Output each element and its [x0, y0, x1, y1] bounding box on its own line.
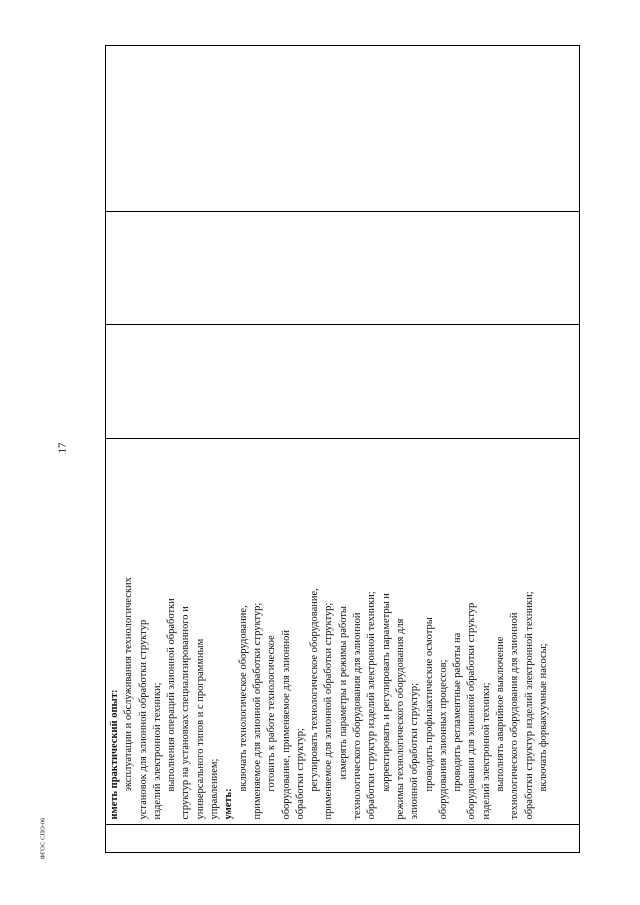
text-line: технологического оборудования для элионной [509, 612, 521, 820]
text-line: проводить профилактические осмотры [423, 617, 435, 792]
text-line: включать форвакуумные насосы; [537, 643, 549, 792]
text-line: эксплуатации и обслуживания технологических [123, 577, 135, 792]
text-line: корректировать и регулировать параметры и [380, 593, 392, 792]
text-line: управлением; [209, 758, 221, 820]
table-cell-competencies [106, 438, 580, 824]
text-line: режимы технологического оборудования для [394, 618, 406, 820]
text-line: обработки структур изделий электронной техники; [366, 591, 378, 820]
text-line: проводить регламентные работы на [452, 632, 464, 792]
table-cell-index [106, 824, 580, 852]
text-line: выполнять аварийное выключение [495, 636, 507, 792]
text-line: структур на установках специализированного и [180, 606, 192, 820]
text-line: включать технологическое оборудование, [237, 605, 249, 792]
section-heading: иметь практический опыт: [109, 689, 120, 820]
text-line: универсального типов и с программным [194, 638, 206, 820]
table-cell-empty-3 [106, 46, 580, 212]
competency-lines [108, 443, 551, 820]
text-line: обработки структур; [294, 728, 306, 820]
text-line: оборудовании для элионной обработки структур [466, 602, 478, 820]
text-line: элионной обработки структур; [409, 682, 421, 820]
text-line: измерять параметры и режимы работы [337, 606, 349, 780]
text-line: выполнения операций элионной обработки [166, 598, 178, 792]
section-heading: уметь: [223, 788, 235, 820]
text-line: обработки структур изделий электронной техники; [523, 591, 535, 820]
text-line: технологического оборудования для элионной [352, 612, 364, 820]
competency-table [105, 45, 580, 853]
table-cell-empty-2 [106, 212, 580, 325]
footer-code: ФГОС СПО-06 [39, 817, 47, 860]
table-cell-empty-1 [106, 324, 580, 438]
text-line: установок для элионной обработки структур [137, 619, 149, 820]
text-line: изделий электронной техники; [480, 682, 492, 820]
text-line: оборудования элионных процессов; [437, 659, 449, 820]
text-line: применяемое для элионной обработки структур; [251, 602, 263, 820]
rotated-table-container [105, 45, 580, 853]
text-line: регулировать технологическое оборудование, [309, 588, 321, 792]
text-line: оборудование, применяемое для элионной [280, 630, 292, 820]
text-line: готовить к работе технологическое [266, 635, 278, 792]
text-line: изделий электронной техники; [151, 682, 163, 820]
page-number: 17 [56, 442, 69, 454]
text-line: применяемое для элионной обработки структур; [323, 602, 335, 820]
